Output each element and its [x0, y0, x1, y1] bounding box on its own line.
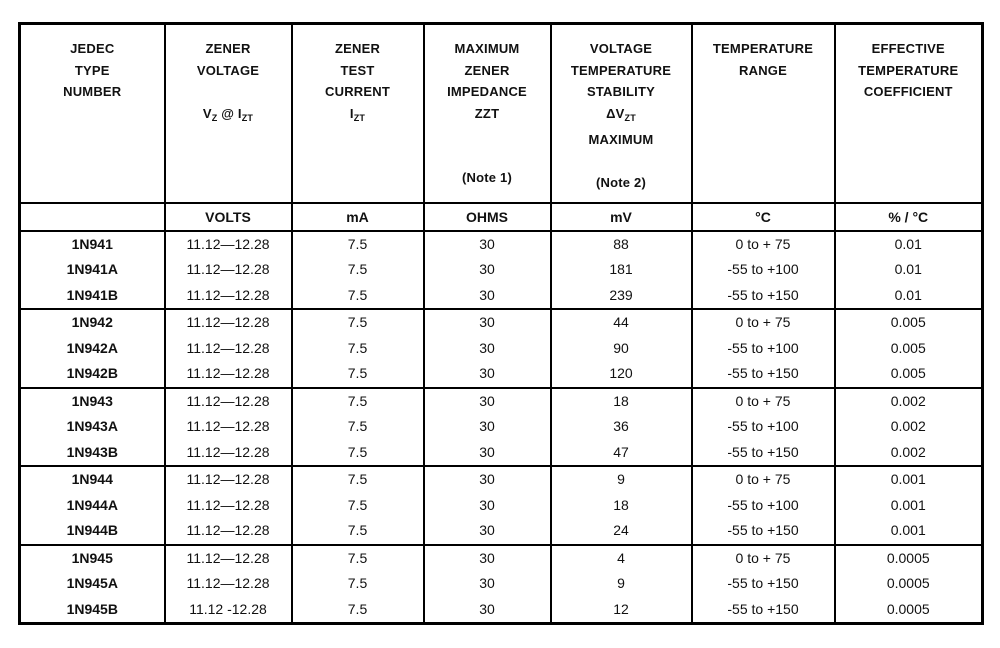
column-header-zener-test-current	[292, 24, 424, 203]
column-header-voltage-temperature-stability	[551, 24, 692, 203]
table-row-1N943A	[20, 414, 983, 440]
table-row-1N945	[20, 545, 983, 572]
cell-jedec-type-number: 1N943A	[66, 418, 118, 434]
header-line: TEMPERATURE	[858, 62, 959, 78]
header-line: MAXIMUM	[588, 132, 654, 147]
cell-temperature-range: -55 to +100	[692, 493, 835, 519]
header-line: $\Delta V_{ZT}$	[606, 105, 636, 123]
cell-jedec-type-number: 1N943B	[66, 443, 118, 460]
cell-zener-voltage: 11.12—12.28	[165, 309, 292, 336]
header-line: TEMPERATURE	[712, 41, 814, 56]
cell-effective-temperature-coefficient: 0.0005	[835, 545, 983, 572]
cell-effective-temperature-coefficient: 0.001	[835, 466, 983, 493]
cell-jedec-type-number: 1N945	[20, 545, 165, 572]
cell-maximum-zener-impedance: 30	[424, 518, 551, 545]
cell-zener-voltage: 11.12—12.28	[165, 336, 292, 362]
cell-zener-voltage: 11.12—12.28	[165, 231, 292, 258]
cell-maximum-zener-impedance: 30	[424, 283, 551, 310]
cell-voltage-temperature-stability: 44	[551, 309, 692, 336]
header-line: NUMBER	[63, 84, 122, 99]
cell-zener-test-current: 7.5	[292, 545, 424, 572]
cell-voltage-temperature-stability: 120	[551, 361, 692, 388]
cell-temperature-range: -55 to +150	[692, 440, 835, 467]
header-line	[166, 81, 291, 103]
cell-zener-test-current: 7.5	[292, 571, 424, 597]
unit-cell-temperature-range: °C	[692, 203, 835, 231]
table-row-1N943B	[20, 440, 983, 467]
cell-jedec-type-number: 1N945B	[66, 600, 118, 617]
cell-zener-test-current: 7.5	[292, 283, 424, 310]
cell-effective-temperature-coefficient: 0.002	[835, 414, 983, 440]
cell-voltage-temperature-stability: 9	[551, 466, 692, 493]
cell-zener-voltage: 11.12—12.28	[165, 466, 292, 493]
unit-cell-voltage-temperature-stability: mV	[551, 203, 692, 231]
column-header-temperature-range	[692, 24, 835, 203]
column-header-maximum-zener-impedance	[424, 24, 551, 203]
header-line: ZENER	[334, 41, 381, 56]
cell-voltage-temperature-stability: 181	[551, 257, 692, 283]
column-header-zener-voltage	[165, 24, 292, 203]
cell-jedec-type-number: 1N944A	[66, 496, 118, 513]
table-row-1N942	[20, 309, 983, 336]
cell-voltage-temperature-stability: 24	[551, 518, 692, 545]
cell-maximum-zener-impedance: 30	[424, 597, 551, 624]
cell-voltage-temperature-stability: 18	[551, 493, 692, 519]
header-line	[425, 146, 550, 168]
table-body	[20, 231, 983, 624]
cell-voltage-temperature-stability: 47	[551, 440, 692, 467]
cell-zener-test-current: 7.5	[292, 309, 424, 336]
cell-jedec-type-number: 1N945A	[66, 575, 118, 591]
cell-maximum-zener-impedance: 30	[424, 336, 551, 362]
cell-zener-voltage: 11.12 -12.28	[165, 597, 292, 624]
cell-voltage-temperature-stability: 4	[551, 545, 692, 572]
cell-jedec-type-number: 1N941A	[66, 261, 118, 277]
cell-zener-test-current: 7.5	[292, 466, 424, 493]
cell-temperature-range: 0 to + 75	[692, 388, 835, 415]
cell-effective-temperature-coefficient: 0.005	[835, 336, 983, 362]
cell-zener-voltage: 11.12—12.28	[165, 493, 292, 519]
table-header	[20, 24, 983, 231]
table-row-1N941A	[20, 257, 983, 283]
cell-zener-voltage: 11.12—12.28	[165, 440, 292, 467]
cell-maximum-zener-impedance: 30	[424, 466, 551, 493]
cell-zener-test-current: 7.5	[292, 361, 424, 388]
cell-jedec-type-number: 1N941B	[66, 286, 118, 303]
table-row-1N945B	[20, 597, 983, 624]
cell-voltage-temperature-stability: 90	[551, 336, 692, 362]
header-line: TEMPERATURE	[570, 62, 672, 78]
cell-jedec-type-number: 1N943	[20, 388, 165, 415]
unit-cell-zener-test-current: mA	[292, 203, 424, 231]
cell-maximum-zener-impedance: 30	[424, 231, 551, 258]
header-line	[425, 124, 550, 146]
cell-maximum-zener-impedance: 30	[424, 414, 551, 440]
cell-zener-voltage: 11.12—12.28	[165, 571, 292, 597]
zener-diode-spec-table	[18, 22, 984, 625]
cell-temperature-range: 0 to + 75	[692, 231, 835, 258]
header-line: EFFECTIVE	[871, 41, 945, 56]
header-line: $V_Z$ @ $I_{ZT}$	[202, 105, 254, 123]
column-header-jedec-type-number	[20, 24, 165, 203]
cell-temperature-range: 0 to + 75	[692, 309, 835, 336]
cell-jedec-type-number: 1N944B	[66, 522, 118, 538]
column-headers-row	[20, 24, 983, 203]
cell-zener-voltage: 11.12—12.28	[165, 518, 292, 545]
cell-effective-temperature-coefficient: 0.01	[835, 257, 983, 283]
cell-temperature-range: -55 to +150	[692, 283, 835, 310]
header-line: RANGE	[739, 62, 787, 78]
cell-maximum-zener-impedance: 30	[424, 571, 551, 597]
cell-zener-test-current: 7.5	[292, 336, 424, 362]
cell-effective-temperature-coefficient: 0.0005	[835, 571, 983, 597]
cell-voltage-temperature-stability: 88	[551, 231, 692, 258]
cell-temperature-range: -55 to +150	[692, 361, 835, 388]
table-row-1N944	[20, 466, 983, 493]
cell-temperature-range: 0 to + 75	[692, 545, 835, 572]
cell-zener-voltage: 11.12—12.28	[165, 414, 292, 440]
units-row	[20, 203, 983, 231]
cell-zener-voltage: 11.12—12.28	[165, 388, 292, 415]
cell-effective-temperature-coefficient: 0.0005	[835, 597, 983, 624]
cell-effective-temperature-coefficient: 0.005	[835, 309, 983, 336]
cell-jedec-type-number: 1N942B	[66, 365, 118, 381]
table-row-1N945A	[20, 571, 983, 597]
cell-zener-test-current: 7.5	[292, 440, 424, 467]
cell-maximum-zener-impedance: 30	[424, 545, 551, 572]
cell-effective-temperature-coefficient: 0.001	[835, 518, 983, 545]
cell-voltage-temperature-stability: 18	[551, 388, 692, 415]
header-line: ZENER	[464, 62, 510, 78]
cell-zener-test-current: 7.5	[292, 257, 424, 283]
cell-temperature-range: -55 to +100	[692, 336, 835, 362]
header-line: MAXIMUM	[454, 41, 520, 56]
cell-jedec-type-number: 1N944	[20, 466, 165, 493]
cell-effective-temperature-coefficient: 0.002	[835, 440, 983, 467]
header-line: VOLTAGE	[589, 41, 653, 56]
cell-jedec-type-number: 1N941	[20, 231, 165, 258]
header-line: ZZT	[474, 105, 500, 121]
cell-voltage-temperature-stability: 12	[551, 597, 692, 624]
table-row-1N942A	[20, 336, 983, 362]
cell-zener-test-current: 7.5	[292, 231, 424, 258]
table-row-1N941	[20, 231, 983, 258]
cell-effective-temperature-coefficient: 0.01	[835, 231, 983, 258]
header-line: IMPEDANCE	[447, 84, 527, 99]
cell-jedec-type-number: 1N942A	[66, 339, 118, 356]
cell-zener-test-current: 7.5	[292, 518, 424, 545]
unit-cell-jedec-type-number	[20, 203, 165, 231]
header-line: STABILITY	[587, 84, 655, 99]
cell-maximum-zener-impedance: 30	[424, 493, 551, 519]
cell-zener-test-current: 7.5	[292, 597, 424, 624]
cell-temperature-range: -55 to +150	[692, 518, 835, 545]
header-line: JEDEC	[70, 41, 115, 56]
header-line: CURRENT	[325, 84, 390, 99]
cell-voltage-temperature-stability: 239	[551, 283, 692, 310]
table-row-1N943	[20, 388, 983, 415]
cell-jedec-type-number: 1N942	[20, 309, 165, 336]
cell-effective-temperature-coefficient: 0.001	[835, 493, 983, 519]
cell-maximum-zener-impedance: 30	[424, 309, 551, 336]
cell-zener-test-current: 7.5	[292, 493, 424, 519]
header-line: TEST	[340, 62, 375, 78]
table-row-1N942B	[20, 361, 983, 388]
header-line: ZENER	[205, 41, 251, 56]
header-line	[552, 151, 691, 173]
header-line: VOLTAGE	[196, 62, 260, 78]
cell-zener-voltage: 11.12—12.28	[165, 361, 292, 388]
column-header-effective-temperature-coefficient	[835, 24, 983, 203]
header-line: $I_{ZT}$	[349, 105, 366, 123]
unit-cell-maximum-zener-impedance: OHMS	[424, 203, 551, 231]
cell-effective-temperature-coefficient: 0.005	[835, 361, 983, 388]
header-line: (Note 1)	[462, 170, 512, 185]
cell-temperature-range: -55 to +100	[692, 414, 835, 440]
cell-voltage-temperature-stability: 36	[551, 414, 692, 440]
table-row-1N944A	[20, 493, 983, 519]
table-row-1N941B	[20, 283, 983, 310]
unit-cell-effective-temperature-coefficient: % / °C	[835, 203, 983, 231]
cell-effective-temperature-coefficient: 0.01	[835, 283, 983, 310]
cell-zener-test-current: 7.5	[292, 388, 424, 415]
cell-zener-voltage: 11.12—12.28	[165, 545, 292, 572]
cell-effective-temperature-coefficient: 0.002	[835, 388, 983, 415]
cell-temperature-range: 0 to + 75	[692, 466, 835, 493]
header-line: TYPE	[74, 62, 110, 78]
header-line: COEFFICIENT	[863, 84, 953, 99]
cell-temperature-range: -55 to +150	[692, 571, 835, 597]
cell-maximum-zener-impedance: 30	[424, 361, 551, 388]
table-row-1N944B	[20, 518, 983, 545]
cell-zener-voltage: 11.12—12.28	[165, 283, 292, 310]
header-line: (Note 2)	[596, 175, 646, 190]
cell-maximum-zener-impedance: 30	[424, 257, 551, 283]
cell-temperature-range: -55 to +100	[692, 257, 835, 283]
cell-zener-voltage: 11.12—12.28	[165, 257, 292, 283]
cell-zener-test-current: 7.5	[292, 414, 424, 440]
cell-maximum-zener-impedance: 30	[424, 388, 551, 415]
cell-voltage-temperature-stability: 9	[551, 571, 692, 597]
unit-cell-zener-voltage: VOLTS	[165, 203, 292, 231]
cell-maximum-zener-impedance: 30	[424, 440, 551, 467]
cell-temperature-range: -55 to +150	[692, 597, 835, 624]
